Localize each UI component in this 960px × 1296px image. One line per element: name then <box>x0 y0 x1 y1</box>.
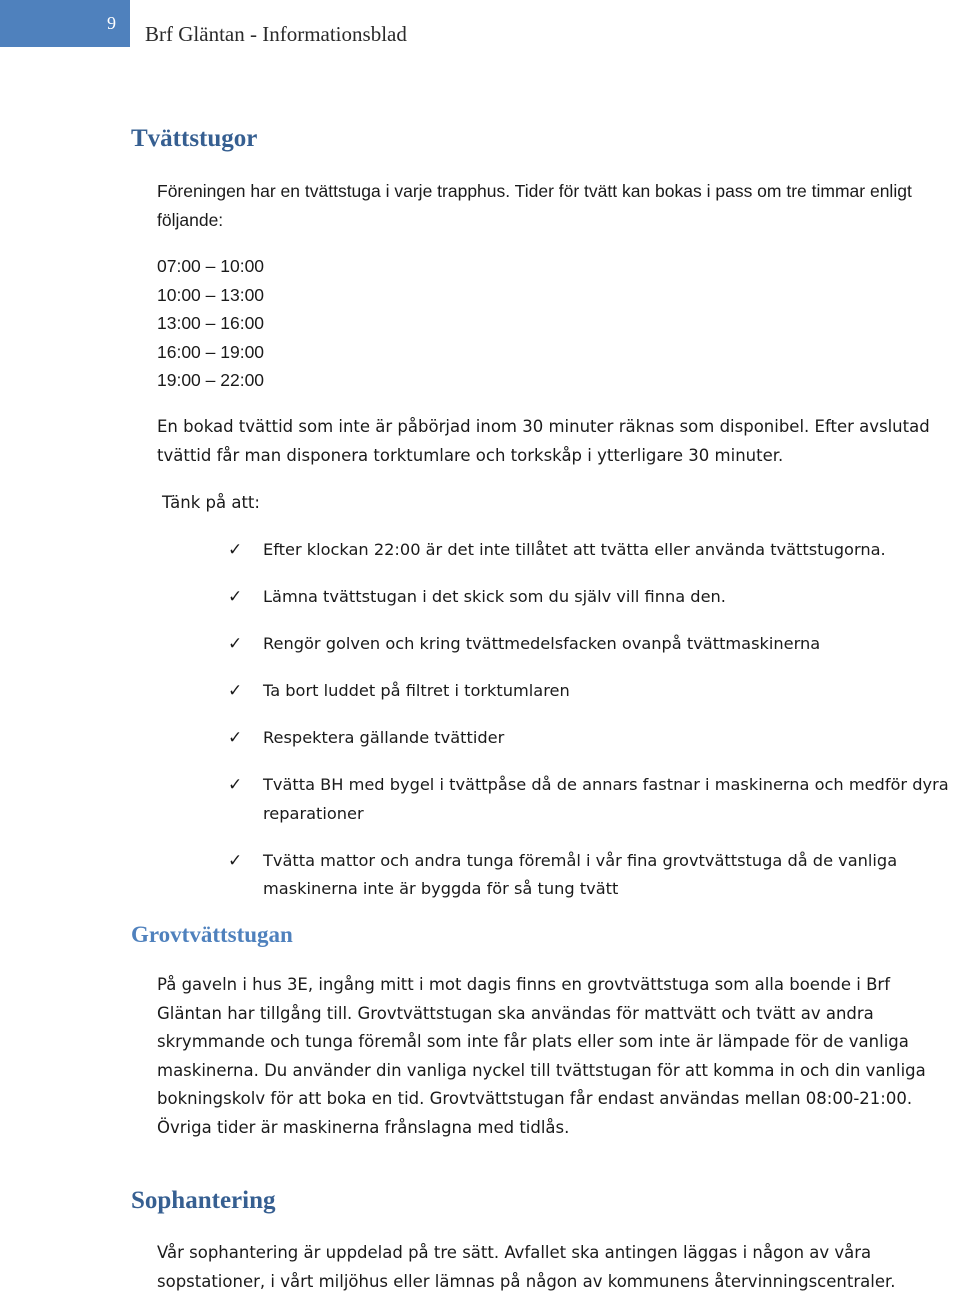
list-item-text: Tvätta BH med bygel i tvättpåse då de annars fastnar i maskinerna och medför dyra reparationer <box>263 775 949 823</box>
time-slot: 07:00 – 10:00 <box>157 256 265 276</box>
check-icon: ✓ <box>228 540 243 560</box>
list-item-text: Efter klockan 22:00 är det inte tillåtet att tvätta eller använda tvättstugorna. <box>263 540 886 559</box>
checklist <box>228 536 958 922</box>
page-number: 9 <box>107 13 116 33</box>
check-icon: ✓ <box>228 728 243 748</box>
booking-paragraph: En bokad tvättid som inte är påbörjad inom 30 minuter räknas som disponibel. Efter avslutad tvättid får man disponera torktumlare och torkskåp i ytterligare 30 minuter. <box>157 417 930 465</box>
check-icon: ✓ <box>228 634 243 654</box>
list-item <box>228 771 958 828</box>
heading-sophantering: Sophantering <box>131 1187 276 1214</box>
time-slot: 16:00 – 19:00 <box>157 341 265 362</box>
time-slot: 19:00 – 22:00 <box>157 370 265 390</box>
heading-tvattstugor: Tvättstugor <box>131 125 258 152</box>
list-item-text: Lämna tvättstugan i det skick som du själv vill finna den. <box>263 587 726 606</box>
check-icon: ✓ <box>228 587 243 607</box>
list-item-text: Respektera gällande tvättider <box>263 728 505 747</box>
list-item-text: Tvätta mattor och andra tunga föremål i vår fina grovtvättstuga då de vanliga maskinerna inte är byggda för så tung tvätt <box>263 850 898 898</box>
sophantering-paragraph: Vår sophantering är uppdelad på tre sätt. Avfallet ska antingen läggas i någon av våra sopstationer, i vårt miljöhus eller lämnas på någon av kommunens återvinningscentraler. <box>157 1243 896 1291</box>
header-title: Brf Gläntan - Informationsblad <box>145 22 407 46</box>
time-slot: 10:00 – 13:00 <box>157 284 265 305</box>
heading-grovtvattstugan: Grovtvättstugan <box>131 922 293 947</box>
intro-paragraph: Föreningen har en tvättstuga i varje trapphus. Tider för tvätt kan bokas i pass om tre timmar enligt följande: <box>157 181 912 230</box>
think-label: Tänk på att: <box>162 493 260 512</box>
grovtvattstugan-paragraph: På gaveln i hus 3E, ingång mitt i mot dagis finns en grovtvättstuga som alla boende i Brf Gläntan har tillgång till. Grovtvättstugan ska användas för mattvätt och tvätt av andra skrymmande och tunga föremål som inte får plats eller som inte är lämpade för de vanliga maskinerna. Du använder din vanliga nyckel till tvättstugan för att komma in och din vanliga bokningskolv för att boka en tid. Grovtvättstugan får endast användas mellan 08:00-21:00. Övriga tider är maskinerna frånslagna med tidlås. <box>157 975 926 1137</box>
check-icon: ✓ <box>228 681 243 701</box>
list-item <box>228 847 958 904</box>
page-number-box <box>0 0 130 47</box>
check-icon: ✓ <box>228 850 243 871</box>
list-item <box>228 724 958 753</box>
list-item <box>228 583 958 612</box>
check-icon: ✓ <box>228 775 243 795</box>
time-slot-list <box>157 252 264 395</box>
time-slot: 13:00 – 16:00 <box>157 313 265 333</box>
list-item-text: Ta bort luddet på filtret i torktumlaren <box>263 681 570 700</box>
list-item-text: Rengör golven och kring tvättmedelsfacken ovanpå tvättmaskinerna <box>263 634 821 653</box>
list-item <box>228 630 958 659</box>
list-item <box>228 677 958 706</box>
list-item <box>228 536 958 565</box>
